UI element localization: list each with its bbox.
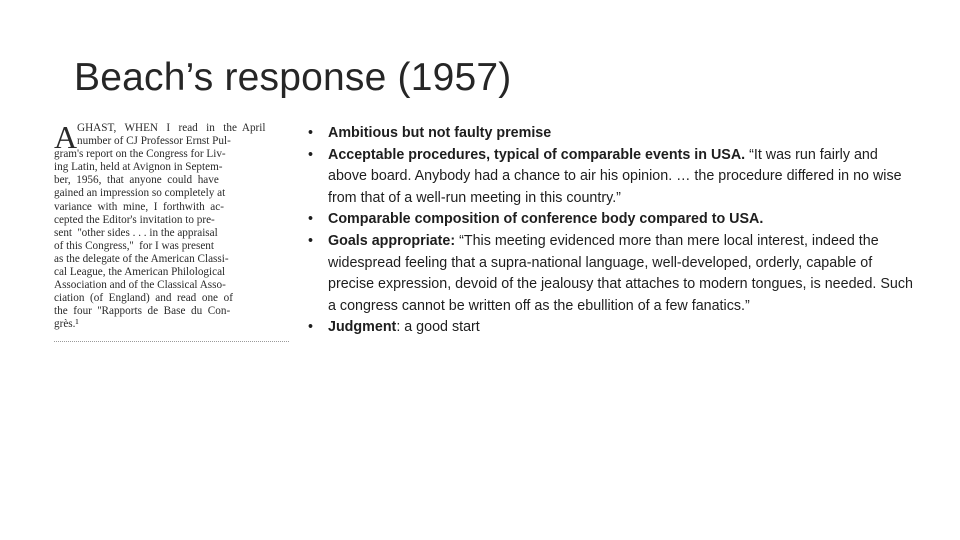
bullet-item	[308, 317, 918, 339]
scan-line: number of CJ Professor Ernst Pul-	[77, 135, 231, 148]
bullet-text: : a good start	[396, 319, 480, 336]
scan-line: Association and of the Classical Asso-	[54, 279, 226, 292]
scan-line: variance with mine, I forthwith ac-	[54, 200, 224, 213]
drop-cap: A	[54, 122, 78, 155]
scan-line: grès.¹	[54, 318, 79, 331]
scan-bottom-rule	[54, 340, 289, 342]
bullet-dot: •	[308, 232, 314, 249]
bullet-item	[308, 231, 918, 317]
bullet-text: “It was run fairly and above board. Anybody had a chance to air his opinion. … the procedure differed in no wise from that of a well-run meeting in this country.”	[328, 146, 902, 206]
scan-line: ciation (of England) and read one of	[54, 292, 233, 305]
bullet-bold-text: Ambitious but not faulty premise	[328, 125, 552, 141]
scan-line: ing Latin, held at Avignon in Septem-	[54, 161, 223, 174]
scan-line: of this Congress,'' for I was present	[54, 239, 215, 252]
bullet-bold-text: Judgment	[328, 319, 397, 336]
scan-line: GHAST, WHEN I read in the April	[77, 122, 266, 134]
bullet-bold-text: Comparable composition of conference body compared to USA.	[328, 211, 764, 228]
scan-line: as the delegate of the American Classi-	[54, 252, 229, 265]
bullet-item	[308, 123, 918, 145]
bullet-dot: •	[308, 319, 314, 336]
scan-line: the four ''Rapports de Base du Con-	[54, 305, 231, 318]
bullet-dot: •	[308, 211, 314, 228]
bullet-list	[308, 123, 918, 339]
scan-line: cepted the Editor's invitation to pre-	[54, 213, 215, 226]
bullet-item	[308, 145, 918, 210]
scanned-article-excerpt	[54, 122, 289, 344]
bullet-text: “This meeting evidenced more than mere local interest, indeed the widespread feeling that a supra-national language, well-developed, orderly, capable of precise expression, devoid of the jealousy that attaches to modern tongues, is needed. Such a congress cannot be written off as the ebullition of a few fanatics.”	[328, 232, 913, 314]
bullet-bold-text: Goals appropriate:	[328, 232, 456, 249]
scan-line: sent ''other sides . . . in the appraisal	[54, 226, 218, 239]
bullet-dot: •	[308, 146, 314, 163]
scan-line: cal League, the American Philological	[54, 266, 226, 279]
scan-line: ber, 1956, that anyone could have	[54, 174, 219, 187]
bullet-bold-text: Acceptable procedures, typical of comparable events in USA.	[328, 146, 746, 163]
bullet-dot: •	[308, 125, 314, 141]
scan-line: gained an impression so completely at	[54, 187, 226, 200]
bullet-item	[308, 209, 918, 231]
scan-line: gram's report on the Congress for Liv-	[54, 148, 226, 161]
slide-title: Beach’s response (1957)	[74, 56, 512, 99]
